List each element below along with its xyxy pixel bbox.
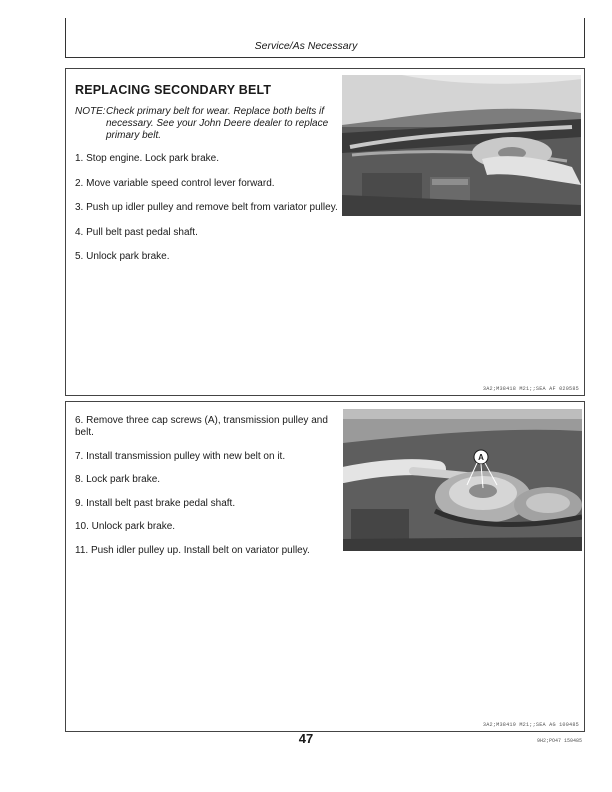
belt-removal-photo [342, 75, 581, 216]
transmission-pulley-photo [343, 409, 582, 551]
step-list [75, 153, 340, 276]
step-item: 9. Install belt past brake pedal shaft. [75, 497, 236, 509]
section-install-belt [65, 401, 585, 732]
step-item: 1. Stop engine. Lock park brake. [75, 153, 219, 164]
step-list [75, 415, 340, 568]
reference-code: 3A2;M38419 M21;;SEA AG 100485 [482, 722, 579, 728]
header-title: Service/As Necessary [254, 40, 358, 52]
step-item: 7. Install transmission pulley with new belt on it. [75, 450, 286, 462]
step-item: 10. Unlock park brake. [75, 521, 176, 532]
note-label: NOTE: [75, 106, 106, 117]
page-frame-right [584, 18, 585, 58]
note-text-rest: necessary. See your John Deere dealer to replace primary belt. [106, 118, 329, 142]
transmission-pulley-illustration [343, 409, 582, 551]
note-text-first: Check primary belt for wear. Replace both belts if [106, 106, 325, 117]
document-code: 9H2;PO47 150485 [536, 738, 582, 744]
step-item: 3. Push up idler pulley and remove belt from variator pulley. [75, 202, 338, 213]
step-item: 8. Lock park brake. [75, 474, 161, 485]
page-number: 47 [298, 731, 314, 746]
belt-removal-illustration [342, 75, 581, 216]
note [75, 106, 343, 143]
step-item: 11. Push idler pulley up. Install belt on variator pulley. [75, 544, 310, 556]
reference-code: 3A2;M38418 M21;;SEA AF 020585 [482, 386, 579, 392]
section-title: REPLACING SECONDARY BELT [75, 83, 272, 97]
step-item: 6. Remove three cap screws (A), transmission pulley and belt. [75, 415, 328, 438]
step-item: 5. Unlock park brake. [75, 251, 170, 262]
step-item: 2. Move variable speed control lever forward. [75, 177, 275, 189]
page-frame-left [65, 18, 66, 58]
header-rule [65, 57, 585, 58]
callout-label: A [478, 453, 484, 462]
step-item: 4. Pull belt past pedal shaft. [75, 226, 198, 238]
section-replacing-secondary-belt [65, 68, 585, 396]
